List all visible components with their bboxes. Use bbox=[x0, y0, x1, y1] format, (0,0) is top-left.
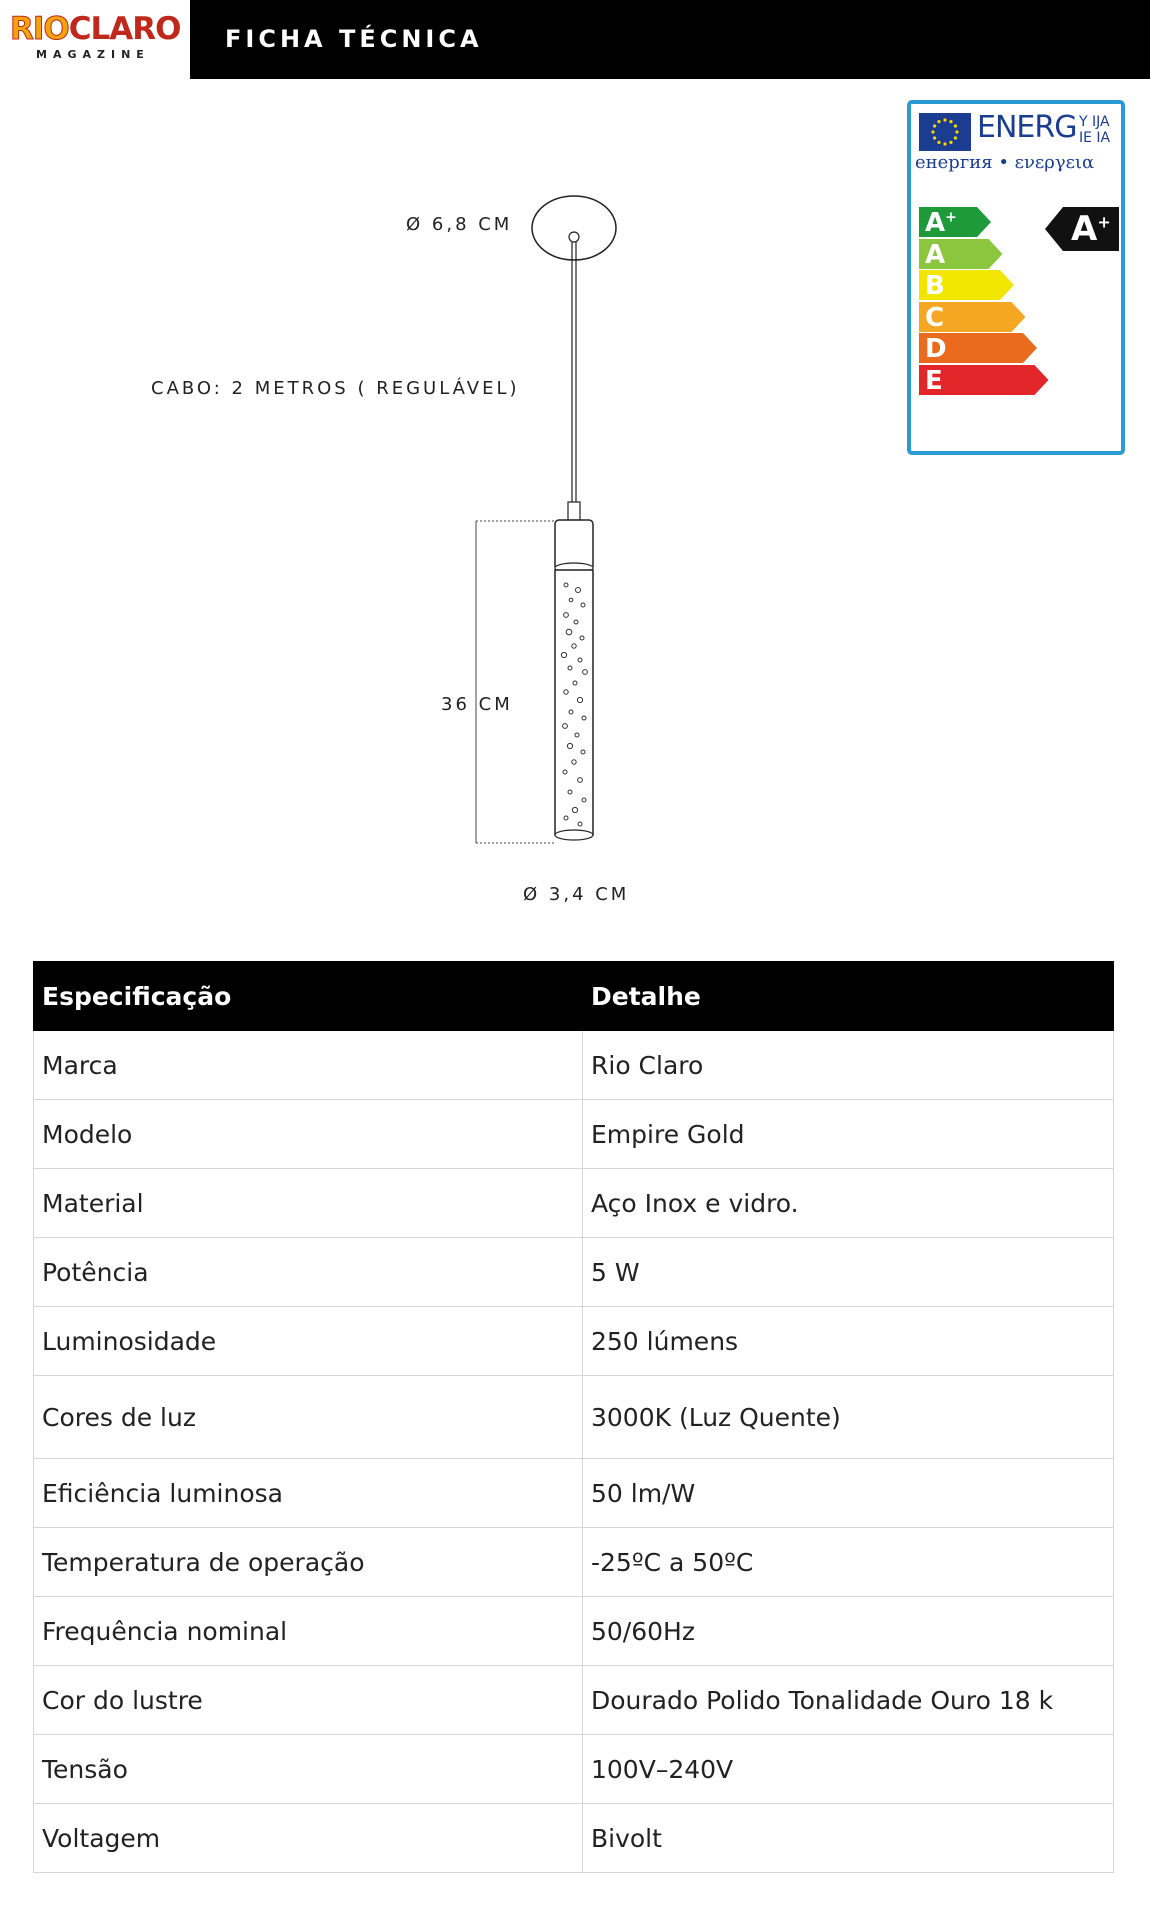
table-row bbox=[34, 1031, 1114, 1100]
table-cell-detail: Aço Inox e vidro. bbox=[583, 1169, 1114, 1238]
table-header-row bbox=[34, 962, 1114, 1031]
height-label: 36 CM bbox=[441, 694, 513, 715]
table-cell-detail: Dourado Polido Tonalidade Ouro 18 k bbox=[583, 1666, 1114, 1735]
table-cell-detail: 50 lm/W bbox=[583, 1459, 1114, 1528]
canopy-screw bbox=[569, 232, 579, 242]
rating-arrow-b bbox=[919, 270, 1000, 304]
table-row bbox=[34, 1376, 1114, 1459]
cable-connector bbox=[568, 502, 580, 520]
energ-heading: ENERG bbox=[977, 110, 1077, 145]
energ-suffix-line1: Y IJA bbox=[1079, 114, 1110, 130]
table-row bbox=[34, 1666, 1114, 1735]
table-row bbox=[34, 1735, 1114, 1804]
rating-arrow-e bbox=[919, 365, 1035, 399]
table-cell-spec: Frequência nominal bbox=[34, 1597, 583, 1666]
table-cell-detail: 50/60Hz bbox=[583, 1597, 1114, 1666]
table-cell-spec: Luminosidade bbox=[34, 1307, 583, 1376]
canopy-shape bbox=[532, 196, 616, 260]
logo-part-rio: RIO bbox=[10, 11, 69, 47]
rating-letter: B bbox=[925, 271, 945, 301]
table-cell-spec: Modelo bbox=[34, 1100, 583, 1169]
glass-tube bbox=[555, 570, 593, 835]
canopy-diameter-label: Ø 6,8 CM bbox=[406, 214, 513, 235]
rating-arrow-a bbox=[919, 239, 989, 273]
table-cell-detail: -25ºC a 50ºC bbox=[583, 1528, 1114, 1597]
table-row bbox=[34, 1307, 1114, 1376]
selected-rating-letter: A+ bbox=[1071, 209, 1111, 249]
title-bar bbox=[190, 0, 1150, 79]
table-cell-detail: Rio Claro bbox=[583, 1031, 1114, 1100]
table-row bbox=[34, 1100, 1114, 1169]
table-cell-spec: Potência bbox=[34, 1238, 583, 1307]
page-title: FICHA TÉCNICA bbox=[225, 25, 483, 53]
table-cell-spec: Tensão bbox=[34, 1735, 583, 1804]
rating-arrow-d bbox=[919, 333, 1023, 367]
cable-length-label: CABO: 2 METROS ( REGULÁVEL) bbox=[151, 378, 520, 399]
energ-suffix bbox=[1079, 114, 1110, 146]
table-cell-detail: 3000K (Luz Quente) bbox=[583, 1376, 1114, 1459]
logo-part-claro: CLARO bbox=[68, 11, 181, 47]
energy-efficiency-label bbox=[907, 100, 1125, 455]
table-header-detail: Detalhe bbox=[583, 962, 1114, 1031]
table-header-spec: Especificação bbox=[34, 962, 583, 1031]
energ-suffix-line2: IE IA bbox=[1079, 130, 1111, 146]
pendant-lamp-diagram bbox=[0, 79, 900, 919]
table-cell-spec: Eficiência luminosa bbox=[34, 1459, 583, 1528]
table-cell-spec: Temperatura de operação bbox=[34, 1528, 583, 1597]
table-cell-spec: Cor do lustre bbox=[34, 1666, 583, 1735]
table-row bbox=[34, 1238, 1114, 1307]
rating-letter: A+ bbox=[925, 208, 957, 238]
eu-flag-icon bbox=[919, 113, 971, 151]
table-cell-detail: 5 W bbox=[583, 1238, 1114, 1307]
table-cell-detail: 100V–240V bbox=[583, 1735, 1114, 1804]
table-row bbox=[34, 1528, 1114, 1597]
table-cell-spec: Material bbox=[34, 1169, 583, 1238]
rating-arrow-c bbox=[919, 302, 1012, 336]
table-cell-detail: 250 lúmens bbox=[583, 1307, 1114, 1376]
rating-letter: A bbox=[925, 239, 946, 270]
table-cell-spec: Cores de luz bbox=[34, 1376, 583, 1459]
spec-table bbox=[33, 961, 1114, 1873]
rating-letter: D bbox=[925, 334, 947, 364]
rating-letter: C bbox=[925, 302, 945, 333]
table-cell-spec: Marca bbox=[34, 1031, 583, 1100]
energy-languages: енергия • ενεργεια bbox=[915, 152, 1095, 173]
tube-diameter-label: Ø 3,4 CM bbox=[523, 884, 630, 905]
logo-subtitle: MAGAZINE bbox=[36, 48, 150, 61]
header bbox=[0, 0, 1150, 79]
selected-rating-badge bbox=[1045, 207, 1119, 255]
rating-letter: E bbox=[925, 365, 943, 396]
logo-wordmark bbox=[10, 11, 181, 47]
table-cell-detail: Bivolt bbox=[583, 1804, 1114, 1873]
table-row bbox=[34, 1169, 1114, 1238]
rating-arrow-a bbox=[919, 207, 977, 241]
table-row bbox=[34, 1804, 1114, 1873]
table-cell-detail: Empire Gold bbox=[583, 1100, 1114, 1169]
glass-tube-bottom bbox=[555, 830, 593, 840]
table-row bbox=[34, 1459, 1114, 1528]
table-cell-spec: Voltagem bbox=[34, 1804, 583, 1873]
table-row bbox=[34, 1597, 1114, 1666]
brand-logo[interactable] bbox=[0, 0, 190, 79]
